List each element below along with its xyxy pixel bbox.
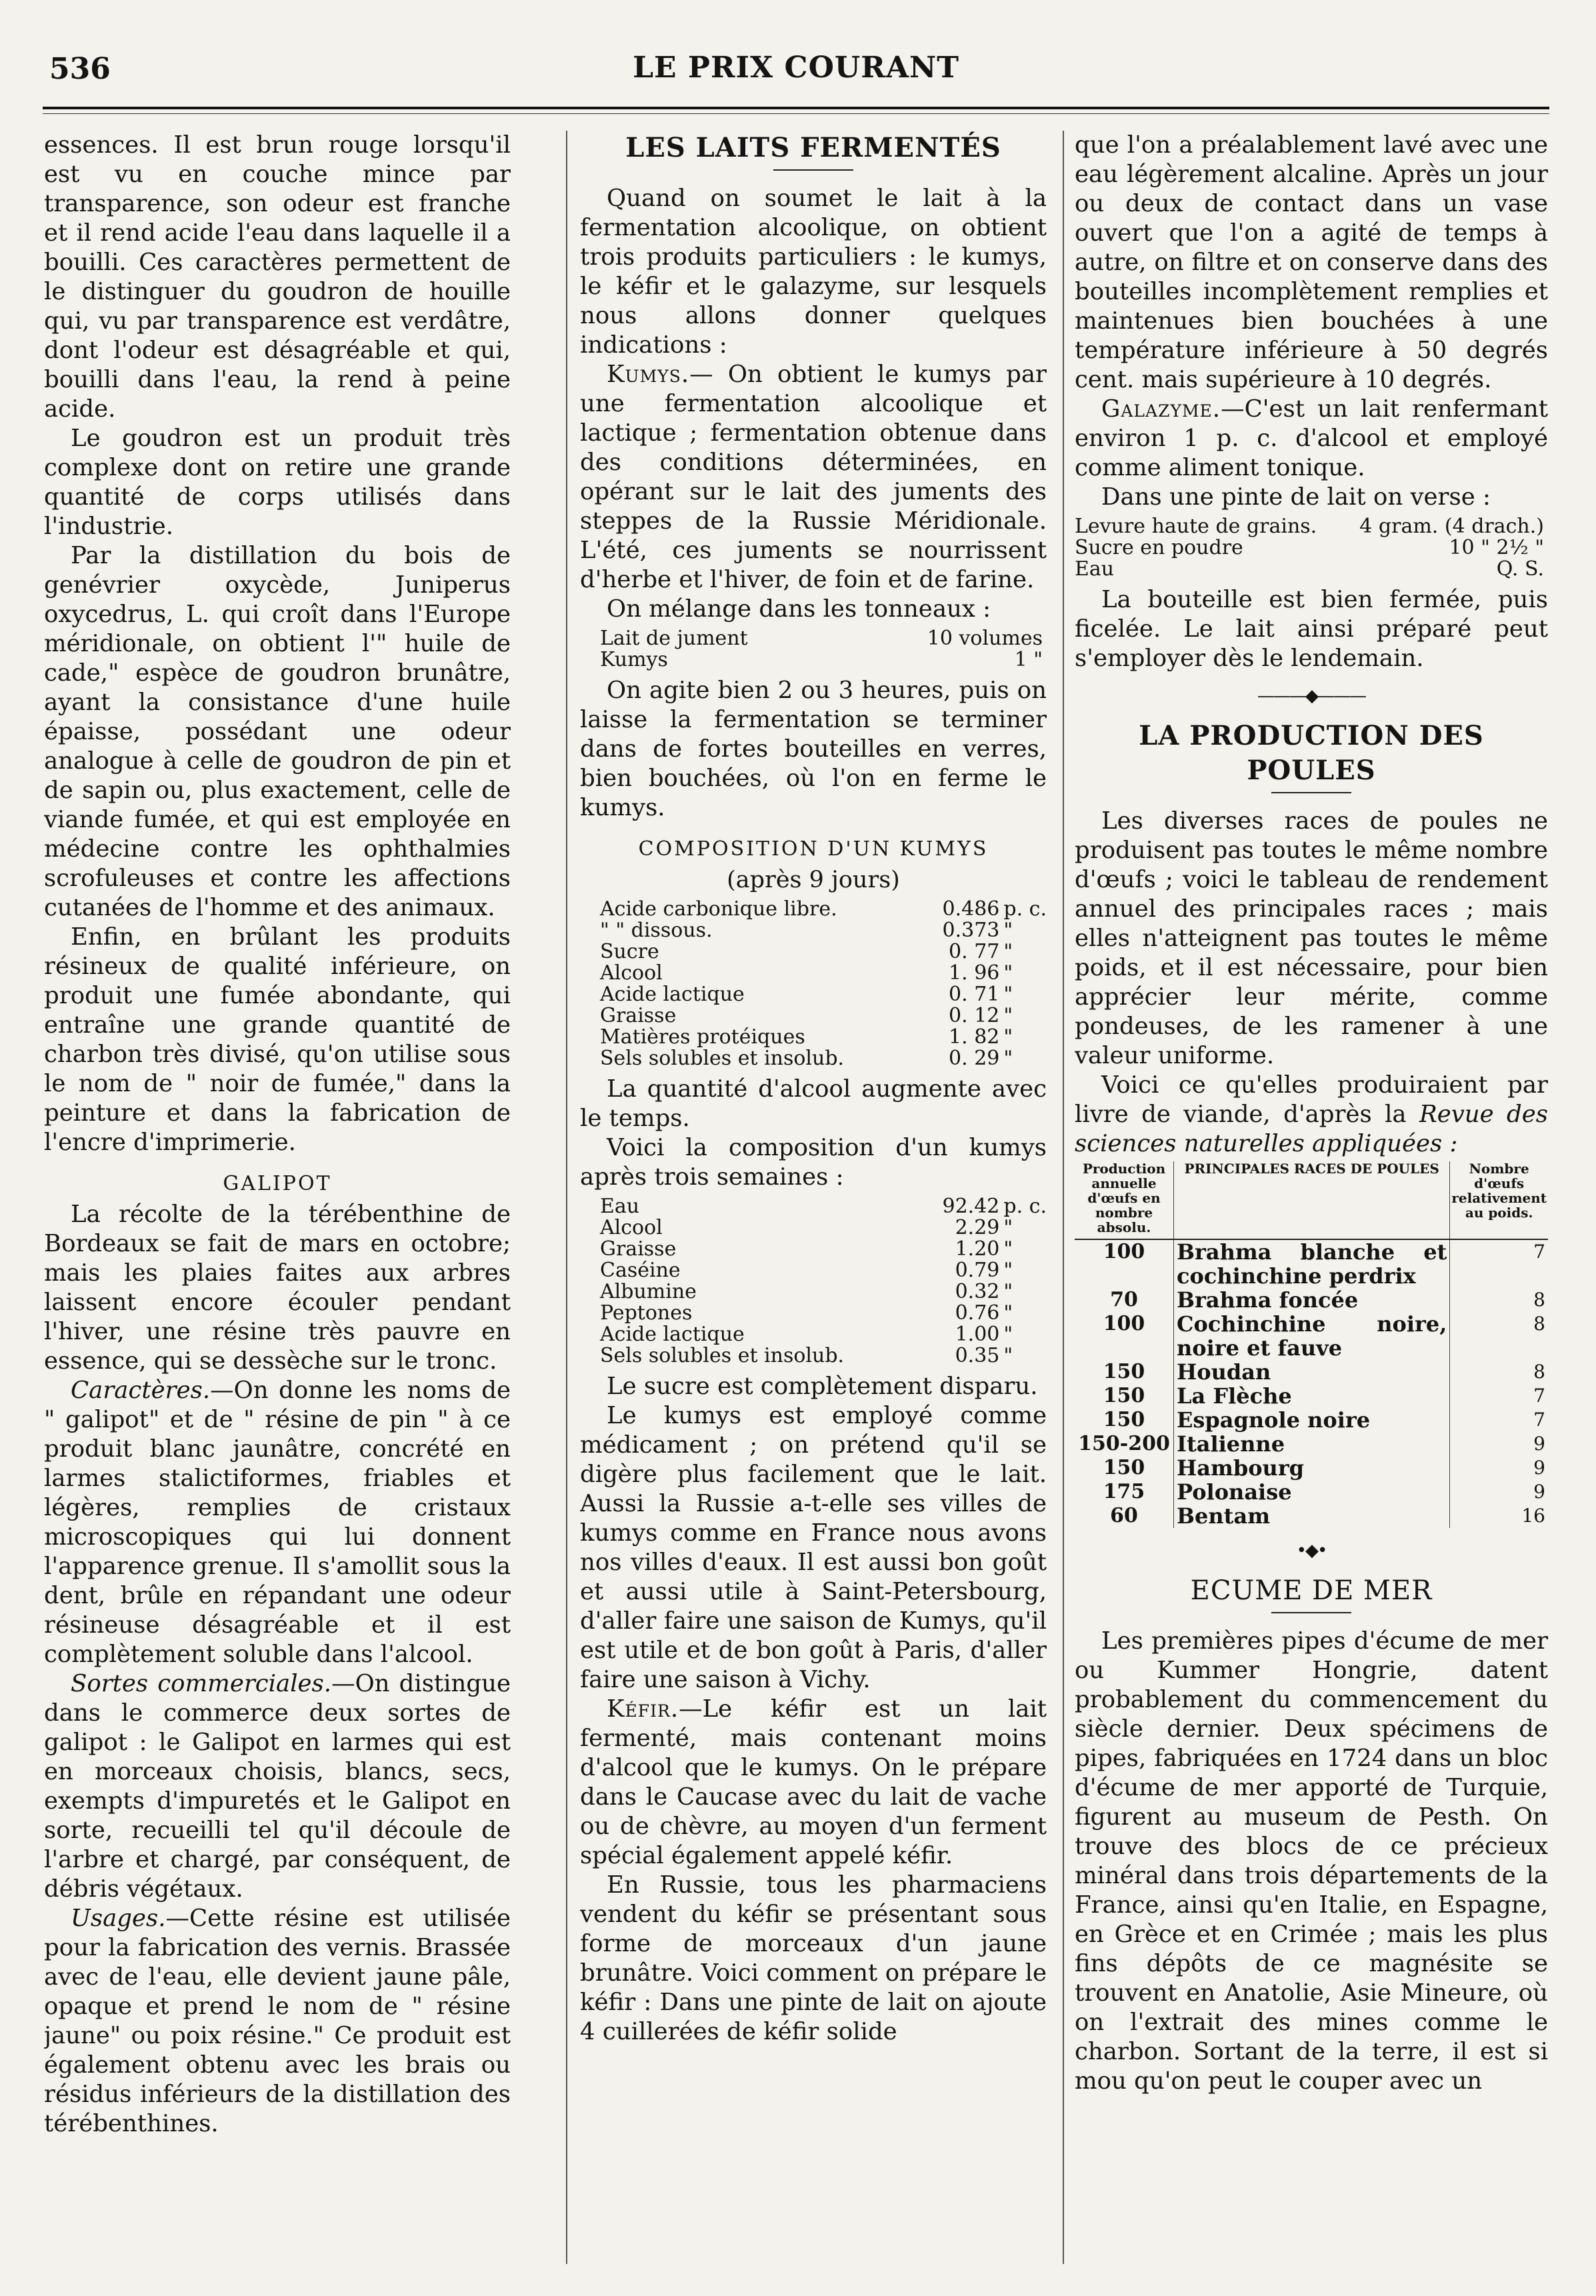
paragraph: Quand on soumet le lait à la fermentation alcoolique, on obtient trois produits particuliers : le kumys, le kéfir et le galazyme, sur lesquels nous allons donner quelques indications : [580,185,1047,359]
paragraph: Le kumys est employé comme médicament ; on prétend qu'il se digère plus facilement que le lait. Aussi la Russie a-t-elle ses villes de kumys comme en France nous avons nos villes d'eaux. Il est aussi bon goût et aussi utile à Saint-Petersbourg, d'aller faire une saison de Kumys, qu'il est utile et de bon goût à Paris, d'aller faire une saison à Vichy. [580,1402,1047,1693]
title-rule [773,169,853,171]
paragraph: Le goudron est un produit très complexe dont on retire une grande quantité de corps utilisés dans l'industrie. [44,425,511,540]
composition-table-9-days [580,899,1047,1069]
paragraph: On agite bien 2 ou 3 heures, puis on laisse la fermentation se terminer dans de fortes bouteilles en verres, bien bouchées, où l'on en ferme le kumys. [580,677,1047,821]
paragraph: La quantité d'alcool augmente avec le temps. [580,1075,1047,1132]
table-row: 60 Bentam 16 [1075,1504,1548,1528]
table-row: Sels solubles et insolub. 0.35 " [600,1344,1013,1367]
table-row: 100 Cochinchine noire, noire et fauve 8 [1075,1312,1548,1360]
composition-subtitle: (après 9 jours) [727,867,900,893]
table-row: Graisse 1.20 " [600,1237,1013,1261]
paragraph-label: Kumys. [607,361,690,388]
table-row: 150 Hambourg 9 [1075,1456,1548,1480]
table-row: Albumine 0.32 " [600,1280,1013,1303]
paragraph: En Russie, tous les pharmaciens vendent du kéfir se présentant sous forme de morceaux d'un jaune brunâtre. Voici comment on prépare le kéfir : Dans une pinte de lait on ajoute 4 cuillerées de kéfir solide [580,1871,1047,2045]
table-row: Peptones 0.76 " [600,1301,1013,1325]
paragraph-label: Galazyme. [1101,395,1221,423]
table-row: Alcool 2.29 " [600,1216,1013,1239]
header-rule-thin [43,113,1549,114]
paragraph: Par la distillation du bois de genévrier oxycède, Juniperus oxycedrus, L. qui croît dans l'Europe méridionale, on obtient l'" huile de cade," espèce de goudron brunâtre, ayant la consistance d'une huile épaisse, possédant une odeur analogue à celle de goudron de pin et de sapin ou, plus exactement, celle de viande fumée, et qui est employée en médecine contre les ophthalmies scrofuleuses et contre les affections cutanées de l'homme et des animaux. [44,542,511,921]
table-row: 70 Brahma foncée 8 [1075,1288,1548,1312]
running-title: LE PRIX COURANT [633,51,959,85]
column-divider-1 [566,131,567,2264]
paragraph: Sortes commerciales.—On distingue dans le commerce deux sortes de galipot : le Galipot en larmes qui est en morceaux choisis, blancs, secs, exempts d'impuretés et le Galipot en sorte, recueilli tel qu'il découle de l'arbre et chargé, par conséquent, de débris végétaux. [44,1670,511,1903]
table-row: Caséine 0.79 " [600,1259,1013,1282]
page-number: 536 [49,52,111,86]
paragraph: Dans une pinte de lait on verse : [1101,483,1491,511]
paragraph: Voici ce qu'elles produiraient par livre de viande, d'après la Revue des sciences naturelles appliquées : [1075,1071,1548,1157]
table-row: Matières protéiques 1. 82 " [600,1025,1013,1049]
paragraph: Galazyme.—C'est un lait renfermant environ 1 p. c. d'alcool et employé comme aliment tonique. [1075,395,1548,481]
galazyme-recipe [1075,516,1548,580]
page-header [43,47,1549,100]
paragraph: que l'on a préalablement lavé avec une eau légèrement alcaline. Après un jour ou deux de contact dans un vase ouvert que l'on a agité de temps à autre, on filtre et on conserve dans des bouteilles incomplètement remplies et maintenues bien bouchées à une température inférieure à 50 degrés cent. mais supérieure à 10 degrés. [1075,131,1548,393]
article-title-poules: LA PRODUCTION DES POULES [1139,720,1484,786]
column-header: Production annuelle d'œufs en nombre absolu. [1075,1161,1174,1239]
paragraph-label: Sortes commerciales. [71,1670,332,1697]
title-rule [1271,1612,1351,1613]
paragraph: Kumys.— On obtient le kumys par une fermentation alcoolique et lactique ; fermentation obtenue dans des conditions déterminées, en opérant sur le lait des juments des steppes de la Russie Méridionale. L'été, ces juments se nourrissent d'herbe et l'hiver, de foin et de farine. [580,361,1047,593]
mix-table [580,628,1047,671]
composition-title: COMPOSITION D'UN KUMYS [638,837,989,861]
table-row: 150 La Flèche 7 [1075,1384,1548,1408]
title-rule [1271,792,1351,793]
table-row: Graisse 0. 12 " [600,1004,1013,1027]
paragraph: Usages.—Cette résine est utilisée pour la fabrication des vernis. Brassée avec de l'eau, elle devient jaune pâle, opaque et prend le nom de " résine jaune" ou poix résine." Ce produit est également obtenu avec les brais ou résidus inférieurs de la distillation des térébenthines. [44,1905,511,2137]
article-title-laits: LES LAITS FERMENTÉS [625,132,1001,163]
poules-table [1075,1161,1548,1528]
table-row: Eau Q. S. [1075,557,1544,581]
table-row: Acide carbonique libre. 0.486 p. c. [600,897,1047,921]
paragraph-label: Usages. [71,1905,166,1932]
paragraph: essences. Il est brun rouge lorsqu'il est vu en couche mince par transparence, son odeur est franche et il rend acide l'eau dans laquelle il a bouilli. Ces caractères permettent de le distinguer du goudron de houille qui, vu par transparence est verdâtre, dont l'odeur est désagréable et qui, bouilli dans l'eau, la rend à peine acide. [44,131,511,423]
paragraph: Voici la composition d'un kumys après trois semaines : [580,1134,1047,1191]
composition-table-3-weeks [580,1196,1047,1367]
table-row: Kumys 1 " [600,648,1043,671]
table-row: " " dissous. 0.373 " [600,919,1013,942]
header-rule [43,107,1549,109]
paragraph-label: Kéfir. [607,1695,679,1723]
table-row: 150 Houdan 8 [1075,1360,1548,1384]
article-title-ecume: ECUME DE MER [1190,1575,1433,1606]
table-row: Sucre en poudre 10 " 2½ " [1075,536,1544,559]
paragraph: La récolte de la térébenthine de Bordeaux se fait de mars en octobre; mais les plaies faites aux arbres laissent encore écouler pendant l'hiver, une résine très pauvre en essence, qui se dessèche sur le tronc. [44,1201,511,1375]
paragraph: Caractères.—On donne les noms de " galipot" et de " résine de pin " à ce produit blanc jaunâtre, concrété en larmes stalictiformes, friables et légères, remplies de cristaux microscopiques qui lui donnent l'apparence grenue. Il s'amollit sous la dent, brûle en répandant une odeur résineuse désagréable et il est complètement soluble dans l'alcool. [44,1377,511,1668]
paragraph: Les premières pipes d'écume de mer ou Kummer Hongrie, datent probablement du commencement du siècle dernier. Deux spécimens de pipes, fabriquées en 1724 dans un bloc d'écume de mer apporté de Turquie, figurent au museum de Pesth. On trouve des blocs de ce précieux minéral dans trois départements de la France, ainsi qu'en Italie, en Espagne, en Grèce et en Crimée ; mais les plus fins dépôts de ce magnésite se trouvent en Anatolie, Asie Mineure, où on l'extrait des mines comme le charbon. Sortant de la terre, il est si mou qu'on peut le couper avec un [1075,1627,1548,2095]
table-row: Levure haute de grains. 4 gram. (4 drach.) [1075,515,1544,538]
table-row: Lait de jument 10 volumes [600,627,1043,650]
paragraph: Les diverses races de poules ne produisent pas toutes le même nombre d'œufs ; voici le tableau de rendement annuel des principales races ; mais elles n'atteignent pas toutes le même poids, et il est nécessaire, pour bien apprécier leur mérite, comme pondeuses, de les ramener à une valeur uniforme. [1075,807,1548,1069]
section-title-galipot: GALIPOT [223,1172,332,1195]
table-row: Acide lactique 1.00 " [600,1323,1013,1346]
paragraph: Kéfir.—Le kéfir est un lait fermenté, mais contenant moins d'alcool que le kumys. On le prépare dans le Caucase avec du lait de vache ou de chèvre, au moyen d'un ferment spécial également appelé kéfir. [580,1695,1047,1869]
paragraph: La bouteille est bien fermée, puis ficelée. Le lait ainsi préparé peut s'employer dès le lendemain. [1075,586,1548,672]
table-row: 100 Brahma blanche et cochinchine perdrix 7 [1075,1239,1548,1288]
paragraph: Enfin, en brûlant les produits résineux de qualité inférieure, on produit une fumée abondante, qui entraîne une grande quantité de charbon très divisé, qu'on utilise sous le nom de " noir de fumée," dans la peinture et dans la fabrication de l'encre d'imprimerie. [44,923,511,1156]
table-row: Sucre 0. 77 " [600,940,1013,963]
table-row: 150 Espagnole noire 7 [1075,1408,1548,1432]
ornament-divider: •◆• [1296,1541,1327,1561]
column-header: PRINCIPALES RACES DE POULES [1174,1161,1450,1239]
table-row: 150-200 Italienne 9 [1075,1432,1548,1456]
table-row: Acide lactique 0. 71 " [600,983,1013,1006]
table-header-row [1075,1161,1548,1239]
paragraph-label: Caractères. [71,1377,211,1404]
column-header: Nombre d'œufs relativement au poids. [1450,1161,1548,1239]
column-2 [580,131,1047,2271]
column-divider-2 [1063,131,1064,2264]
column-3 [1075,131,1548,2271]
paragraph: On mélange dans les tonneaux : [607,595,991,623]
table-row: 175 Polonaise 9 [1075,1480,1548,1504]
column-1 [44,131,511,2271]
table-row: Alcool 1. 96 " [600,961,1013,985]
table-row: Sels solubles et insolub. 0. 29 " [600,1047,1013,1070]
table-row: Eau 92.42 p. c. [600,1195,1047,1218]
ornament-divider: ———◆——— [1257,686,1365,706]
source-citation: Revue des sciences naturelles appliquées : [1075,1101,1548,1157]
paragraph: Le sucre est complètement disparu. [607,1373,1038,1400]
